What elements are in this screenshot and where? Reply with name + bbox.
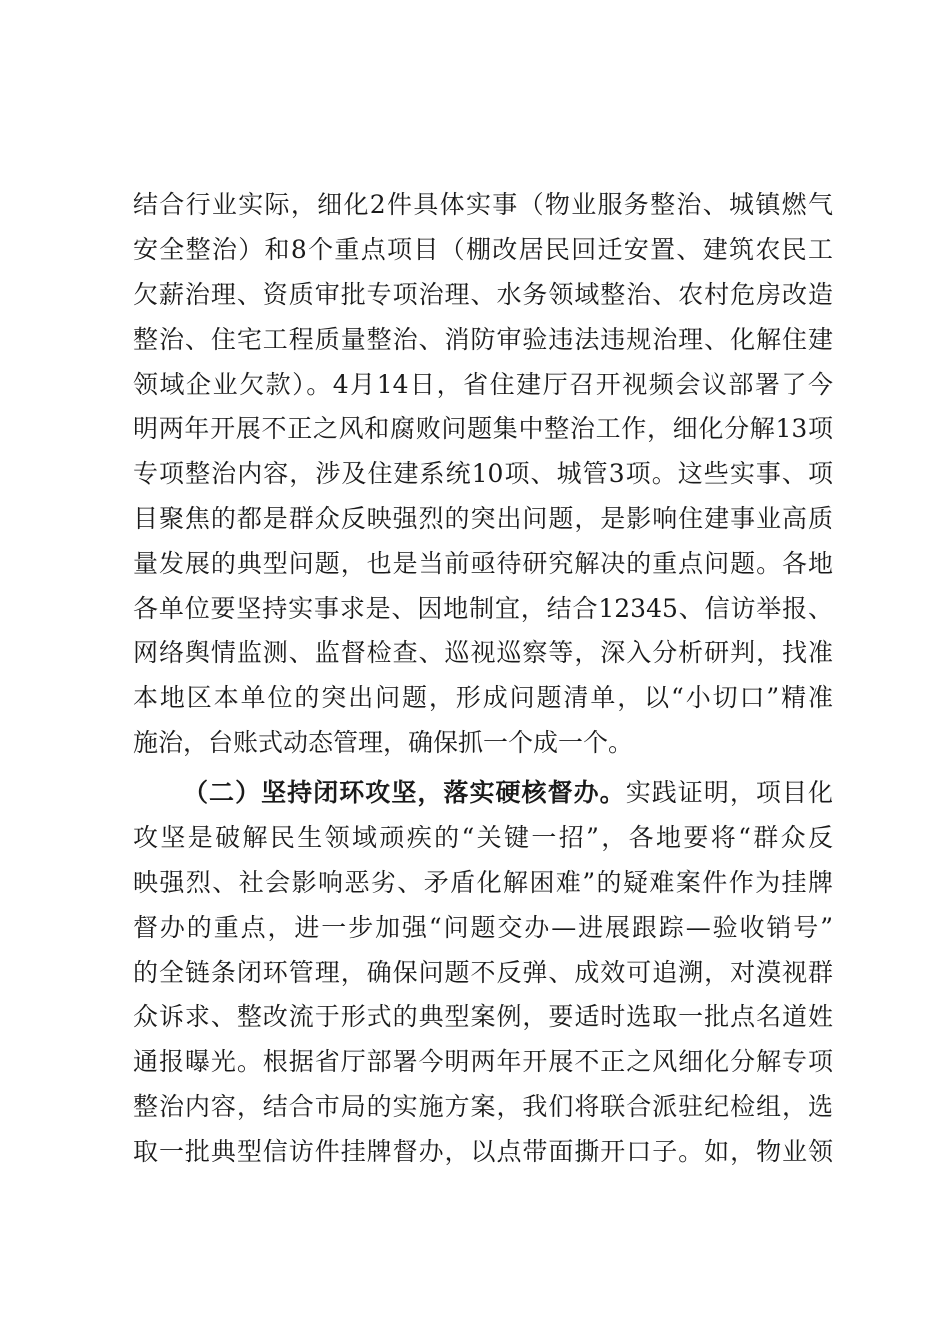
paragraph-1-line-1: 结合行业实际，细化2件具体实事（物业服务整治、城镇燃气: [133, 190, 833, 219]
paragraph-1-line-13: 施治，台账式动态管理，确保抓一个成一个。: [133, 728, 634, 757]
paragraph-1-line-6: 明两年开展不正之风和腐败问题集中整治工作，细化分解13项: [133, 414, 833, 443]
paragraph-1-line-7: 专项整治内容，涉及住建系统10项、城管3项。这些实事、项: [133, 459, 833, 488]
paragraph-2-line-6: 众诉求、整改流于形式的典型案例，要适时选取一批点名道姓: [133, 1002, 833, 1031]
paragraph-2-line-1-rest: 实践证明，项目化: [625, 778, 833, 807]
paragraph-1-line-9: 量发展的典型问题，也是当前亟待研究解决的重点问题。各地: [133, 549, 833, 578]
paragraph-1-line-10: 各单位要坚持实事求是、因地制宜，结合12345、信访举报、: [133, 594, 833, 623]
paragraph-1-line-5: 领域企业欠款）。4月14日，省住建厅召开视频会议部署了今: [133, 370, 833, 399]
paragraph-2-line-9: 取一批典型信访件挂牌督办，以点带面撕开口子。如，物业领: [133, 1137, 833, 1166]
paragraph-2-line-5: 的全链条闭环管理，确保问题不反弹、成效可追溯，对漠视群: [133, 958, 833, 987]
paragraph-2-line-1: [183, 773, 833, 813]
section-heading: （二）坚持闭环攻坚，落实硬核督办。: [183, 778, 626, 807]
paragraph-1-line-8: 目聚焦的都是群众反映强烈的突出问题，是影响住建事业高质: [133, 504, 833, 533]
paragraph-2-line-3: 映强烈、社会影响恶劣、矛盾化解困难”的疑难案件作为挂牌: [133, 868, 833, 897]
paragraph-1-line-3: 欠薪治理、资质审批专项治理、水务领域整治、农村危房改造: [133, 280, 833, 309]
paragraph-2-line-2: 攻坚是破解民生领域顽疾的“关键一招”，各地要将“群众反: [133, 823, 833, 852]
paragraph-1-line-11: 网络舆情监测、监督检查、巡视巡察等，深入分析研判，找准: [133, 638, 833, 667]
paragraph-2-line-7: 通报曝光。根据省厅部署今明两年开展不正之风细化分解专项: [133, 1047, 833, 1076]
paragraph-1-line-4: 整治、住宅工程质量整治、消防审验违法违规治理、化解住建: [133, 325, 833, 354]
paragraph-2-line-8: 整治内容，结合市局的实施方案，我们将联合派驻纪检组，选: [133, 1092, 833, 1121]
paragraph-1-line-2: 安全整治）和8个重点项目（棚改居民回迁安置、建筑农民工: [133, 235, 833, 264]
paragraph-1-line-12: 本地区本单位的突出问题，形成问题清单，以“小切口”精准: [133, 683, 833, 712]
paragraph-2-line-4: 督办的重点，进一步加强“问题交办—进展跟踪—验收销号”: [133, 913, 833, 942]
